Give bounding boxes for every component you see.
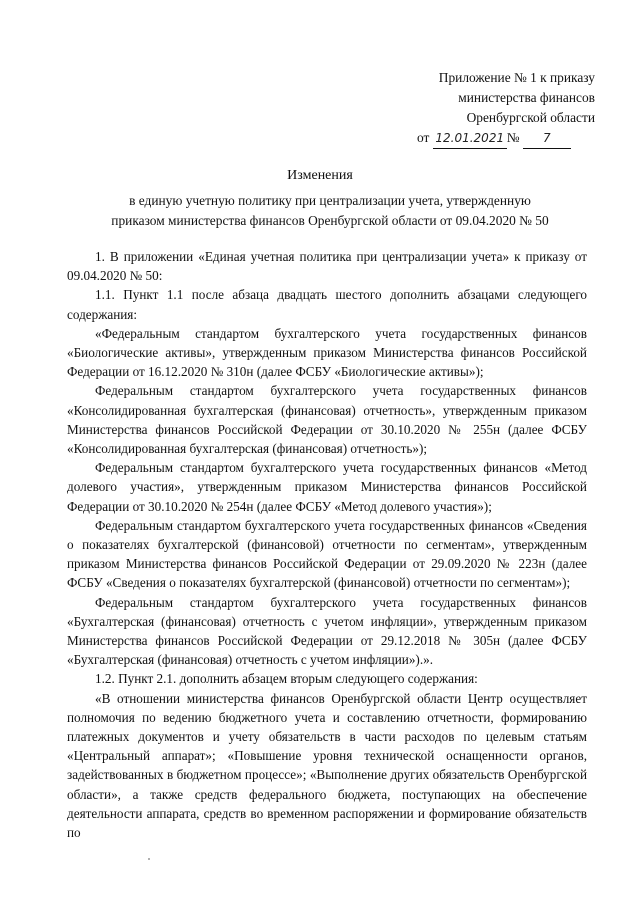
- paragraph: 1.2. Пункт 2.1. дополнить абзацем вторым следующего содержания:: [95, 671, 478, 687]
- header-line-2: министерства финансов: [458, 90, 595, 105]
- subtitle-line-1: в единую учетную политику при централизации учета, утвержденную: [129, 193, 531, 208]
- paragraph: Федеральным стандартом бухгалтерского учета государственных финансов «Метод долевого участия», утвержденным приказом Министерства финансов Российской Федерации от 30.10.2020 № 254н (далее ФСБУ «Метод долевого участия»);: [67, 460, 587, 514]
- paragraph: «В отношении министерства финансов Оренбургской области Центр осуществляет полномочия по ведению бюджетного учета и составлению отчетности, формированию платежных документов и учету обязательств в части расходов по целевым статьям «Центральный аппарат»; «Повышение уровня технической оснащенности органов, задействованных в бюджетном процессе»; «Выполнение других обязательств Оренбургской области», а также средств федерального бюджета, поступающих на обеспечение деятельности аппарата, средств во временном распоряжении и формирование обязательств по: [67, 690, 587, 841]
- header-date-line: [405, 128, 595, 149]
- subtitle-line-2: приказом министерства финансов Оренбургской области от 09.04.2020 № 50: [111, 213, 549, 228]
- paragraph: 1.1. Пункт 1.1 после абзаца двадцать шестого дополнить абзацами следующего содержания:: [67, 287, 587, 322]
- paragraph: «Федеральным стандартом бухгалтерского учета государственных финансов «Биологические активы», утвержденным приказом Министерства финансов Российской Федерации от 16.12.2020 № 310н (далее ФСБУ «Биологические активы»);: [67, 325, 587, 380]
- date-prefix: от: [417, 130, 430, 145]
- paragraph: Федеральным стандартом бухгалтерского учета государственных финансов «Бухгалтерская (финансовая) отчетность с учетом инфляции», утвержденным приказом Министерства финансов Российской Федерации от 29.12.2018 № 305н (далее ФСБУ «Бухгалтерская (финансовая) отчетность с учетом инфляции»).».: [67, 594, 587, 668]
- document-body: [67, 247, 587, 842]
- handwritten-date: 12.01.2021: [433, 128, 507, 149]
- header-line-3: Оренбургской области: [466, 110, 595, 125]
- document-title: Изменения: [287, 168, 353, 183]
- document-subtitle: [60, 191, 600, 231]
- paragraph: Федеральным стандартом бухгалтерского учета государственных финансов «Сведения о показателях бухгалтерской (финансовой) отчетности по сегментам», утвержденным приказом Министерства финансов Российской Федерации от 29.09.2020 № 223н (далее ФСБУ «Сведения о показателях бухгалтерской (финансовой) отчетности по сегментам»);: [67, 517, 587, 591]
- paragraph: 1. В приложении «Единая учетная политика при централизации учета» к приказу от 09.04.2020 № 50:: [67, 249, 587, 284]
- number-sign: №: [506, 130, 520, 145]
- handwritten-number: 7: [523, 128, 571, 149]
- paragraph: Федеральным стандартом бухгалтерского учета государственных финансов «Консолидированная бухгалтерская (финансовая) отчетность», утвержденным приказом Министерства финансов Российской Федерации от 30.10.2020 № 255н (далее ФСБУ «Консолидированная бухгалтерская (финансовая) отчетность»);: [67, 383, 587, 457]
- scan-speck: [148, 858, 150, 860]
- appendix-header: [405, 68, 595, 149]
- header-line-1: Приложение № 1 к приказу: [438, 70, 595, 85]
